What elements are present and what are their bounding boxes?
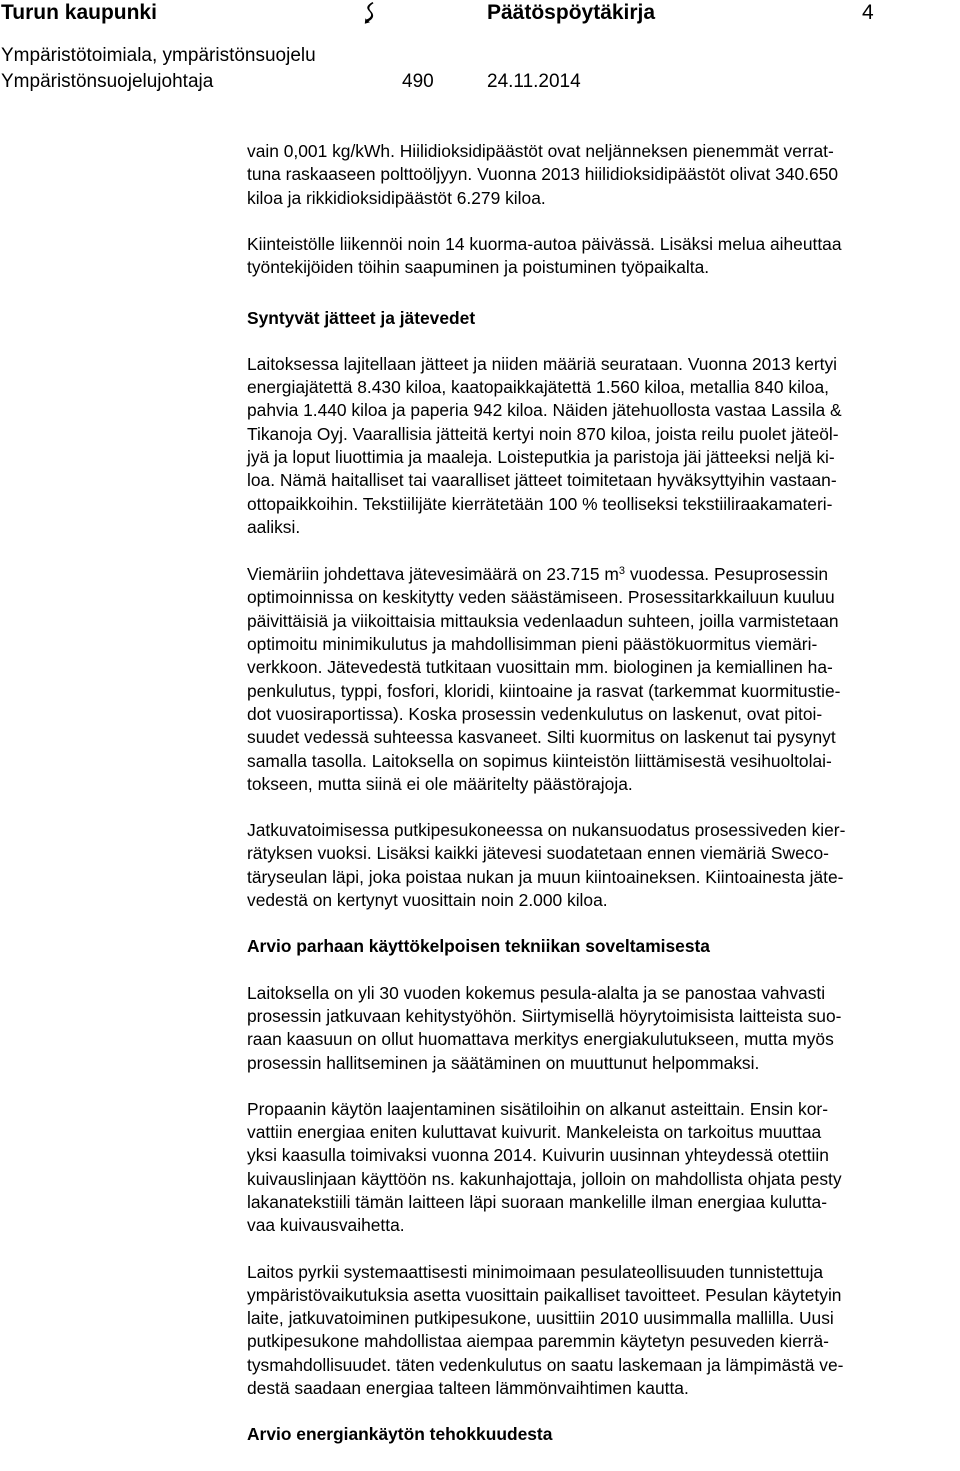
decision-number: 490 [402, 71, 434, 92]
page-number: 4 [862, 1, 874, 24]
official-role: Ympäristönsuojelujohtaja [1, 71, 214, 92]
section-heading-bat: Arvio parhaan käyttökelpoisen tekniikan soveltamisesta [247, 936, 710, 957]
paragraph-emissions: vain 0,001 kg/kWh. Hiilidioksidipäästöt ovat neljänneksen pienemmät verrat- tuna raskaaseen polttoöljyyn. Vuonna 2013 hiilidioksidipäästöt olivat 340.650 kiloa ja rikkidioksidipäästöt 6.279 kiloa. [247, 141, 839, 208]
scale-icon [362, 0, 376, 31]
section-heading-energy: Arvio energiankäytön tehokkuudesta [247, 1424, 553, 1445]
section-heading-waste: Syntyvät jätteet ja jätevedet [247, 308, 476, 329]
department: Ympäristötoimiala, ympäristönsuojelu [1, 45, 316, 66]
city-name: Turun kaupunki [1, 1, 157, 24]
paragraph-filtration: Jatkuvatoimisessa putkipesukoneessa on nukansuodatus prosessiveden kier- rätyksen vuoksi. Lisäksi kaikki jätevesi suodatetaan ennen viemäriä Sweco- täryseulan läpi, joka poistaa nukan ja muun kiintoaineksen. Kiintoainesta jäte- vedestä on kertynyt vuosittain noin 2.000 kiloa. [247, 820, 846, 911]
paragraph-experience: Laitoksella on yli 30 vuoden kokemus pesula-alalta ja se panostaa vahvasti prosessin jatkuvaan kehitystyöhön. Siirtymisellä höyrytoimisista laitteista suo- raan kaasuun on ollut huomattava merkitys energiakulutukseen, mutta myös prosessin hallitseminen ja säätäminen on muuttunut helpommaksi. [247, 982, 842, 1073]
document-type: Päätöspöytäkirja [487, 1, 656, 24]
document-body [247, 140, 951, 1447]
paragraph-traffic: Kiinteistölle liikennöi noin 14 kuorma-autoa päivässä. Lisäksi melua aiheuttaa työntekijöiden töihin saapuminen ja poistuminen työpaikalta. [247, 233, 842, 278]
paragraph-minimization: Laitos pyrkii systemaattisesti minimoimaan pesulateollisuuden tunnistettuja ympäristövaikutuksia asetta vuosittain paikalliset tavoitteet. Pesulan käytetyin laite, jatkuvatoiminen putkipesukone, uusittiin 2010 uusimmalla mallilla. Uusi putkipesukone mahdollistaa aiempaa paremmin käytetyn pesuveden kierrä- tysmahdollisuudet. täten vedenkulutus on saatu laskemaan ja lämpimästä ve- destä saadaan energiaa talteen lämmönvaihtimen kautta. [247, 1261, 844, 1399]
paragraph-wastewater: Viemäriin johdettava jätevesimäärä on 23.715 $m^3$ vuodessa. Pesuprosessin optimoinnissa on keskitytty veden säästämiseen. Prosessitarkkailuun kuuluu päivittäisiä ja viikoittaisia mittauksia vedenlaadun suhteen, joilla varmistetaan optimoitu minimikulutus ja mahdollisimman pieni päästökuormitus viemäri- verkkoon. Jätevedestä tutkitaan vuosittain mm. biologinen ja kemiallinen ha- penkulutus, typpi, fosfori, kloridi, kiintoaine ja rasvat (tarkemmat kuormitustie- dot vuosiraportissa). Koska prosessin vedenkulutus on laskenut, ovat pitoi- suudet vedessä suhteessa kasvaneet. Silti kuormitus on laskenut tai pysynyt samalla tasolla. Laitoksella on sopimus kiinteistön liittämisestä vesihuoltolai- tokseen, mutta siinä ei ole määritelty päästörajoja. [247, 564, 841, 794]
paragraph-waste: Laitoksessa lajitellaan jätteet ja niiden määriä seurataan. Vuonna 2013 kertyi energiajätettä 8.430 kiloa, kaatopaikkajätettä 1.560 kiloa, metallia 840 kiloa, pahvia 1.440 kiloa ja paperia 942 kiloa. Näiden jätehuollosta vastaa Lassila & Tikanoja Oyj. Vaarallisia jätteitä kertyi noin 870 kiloa, joista reilu puolet jäteöl- jyä ja loput liuottimia ja maaleja. Loisteputkia ja paristoja jäi jätteeksi neljä ki- loa. Nämä haitalliset tai vaaralliset jätteet toimitetaan hyväksyttyihin vastaan- ottopaikkoihin. Tekstiilijäte kierrätetään 100 % teolliseksi tekstiiliraakamateri- aaliksi. [247, 353, 842, 537]
paragraph-propane: Propaanin käytön laajentaminen sisätiloihin on alkanut asteittain. Ensin kor- vattiin energiaa eniten kuluttavat kuivurit. Mankeleista on tarkoitus muuttaa yksi kaasulla toimivaksi vuonna 2014. Kuivurin uusinnan yhteydessä otettiin kuivauslinjaan käyttöön ns. kakunhajottaja, jolloin on mahdollista ohjata pesty lakanatekstiili tämän laitteen läpi suoraan mankelille ilman energiaa kulutta- vaa kuivausvaihetta. [247, 1098, 842, 1236]
decision-date: 24.11.2014 [487, 71, 581, 92]
